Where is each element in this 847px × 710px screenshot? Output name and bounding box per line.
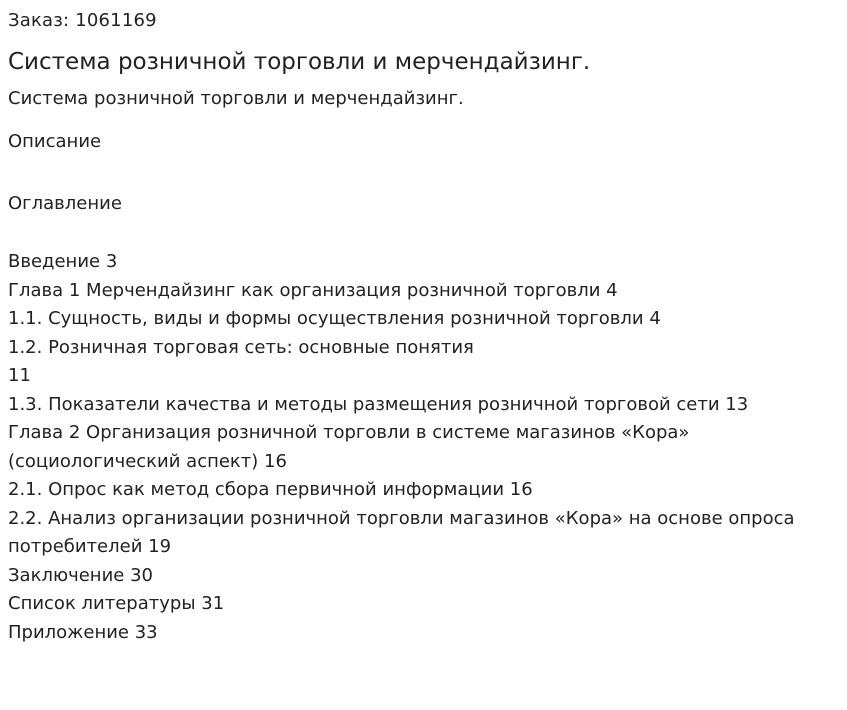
page-subtitle: Система розничной торговли и мерчендайзинг. (8, 88, 464, 109)
toc-line: 1.3. Показатели качества и методы размещения розничной торговой сети 13 (8, 393, 749, 415)
toc-line: Глава 2 Организация розничной торговли в системе магазинов «Кора» (8, 422, 690, 443)
toc-line: Заключение 30 (8, 564, 153, 586)
toc-line: Список литературы 31 (8, 593, 225, 614)
table-of-contents (8, 248, 844, 647)
toc-line: 11 (8, 365, 31, 386)
toc-line: потребителей 19 (8, 536, 172, 557)
description-heading: Описание (8, 131, 102, 152)
toc-line: 1.1. Сущность, виды и формы осуществления розничной торговли 4 (8, 308, 661, 329)
toc-heading: Оглавление (8, 193, 122, 214)
toc-line: 2.2. Анализ организации розничной торговли магазинов «Кора» на основе опроса (8, 507, 795, 529)
toc-line: Приложение 33 (8, 621, 158, 643)
toc-line: (социологический аспект) 16 (8, 450, 287, 472)
order-number: Заказ: 1061169 (8, 10, 157, 31)
toc-line: Введение 3 (8, 251, 118, 272)
toc-line: 2.1. Опрос как метод сбора первичной информации 16 (8, 479, 533, 500)
toc-line: Глава 1 Мерчендайзинг как организация розничной торговли 4 (8, 279, 618, 301)
toc-line: 1.2. Розничная торговая сеть: основные понятия (8, 336, 474, 358)
page-title: Система розничной торговли и мерчендайзинг. (8, 49, 591, 75)
